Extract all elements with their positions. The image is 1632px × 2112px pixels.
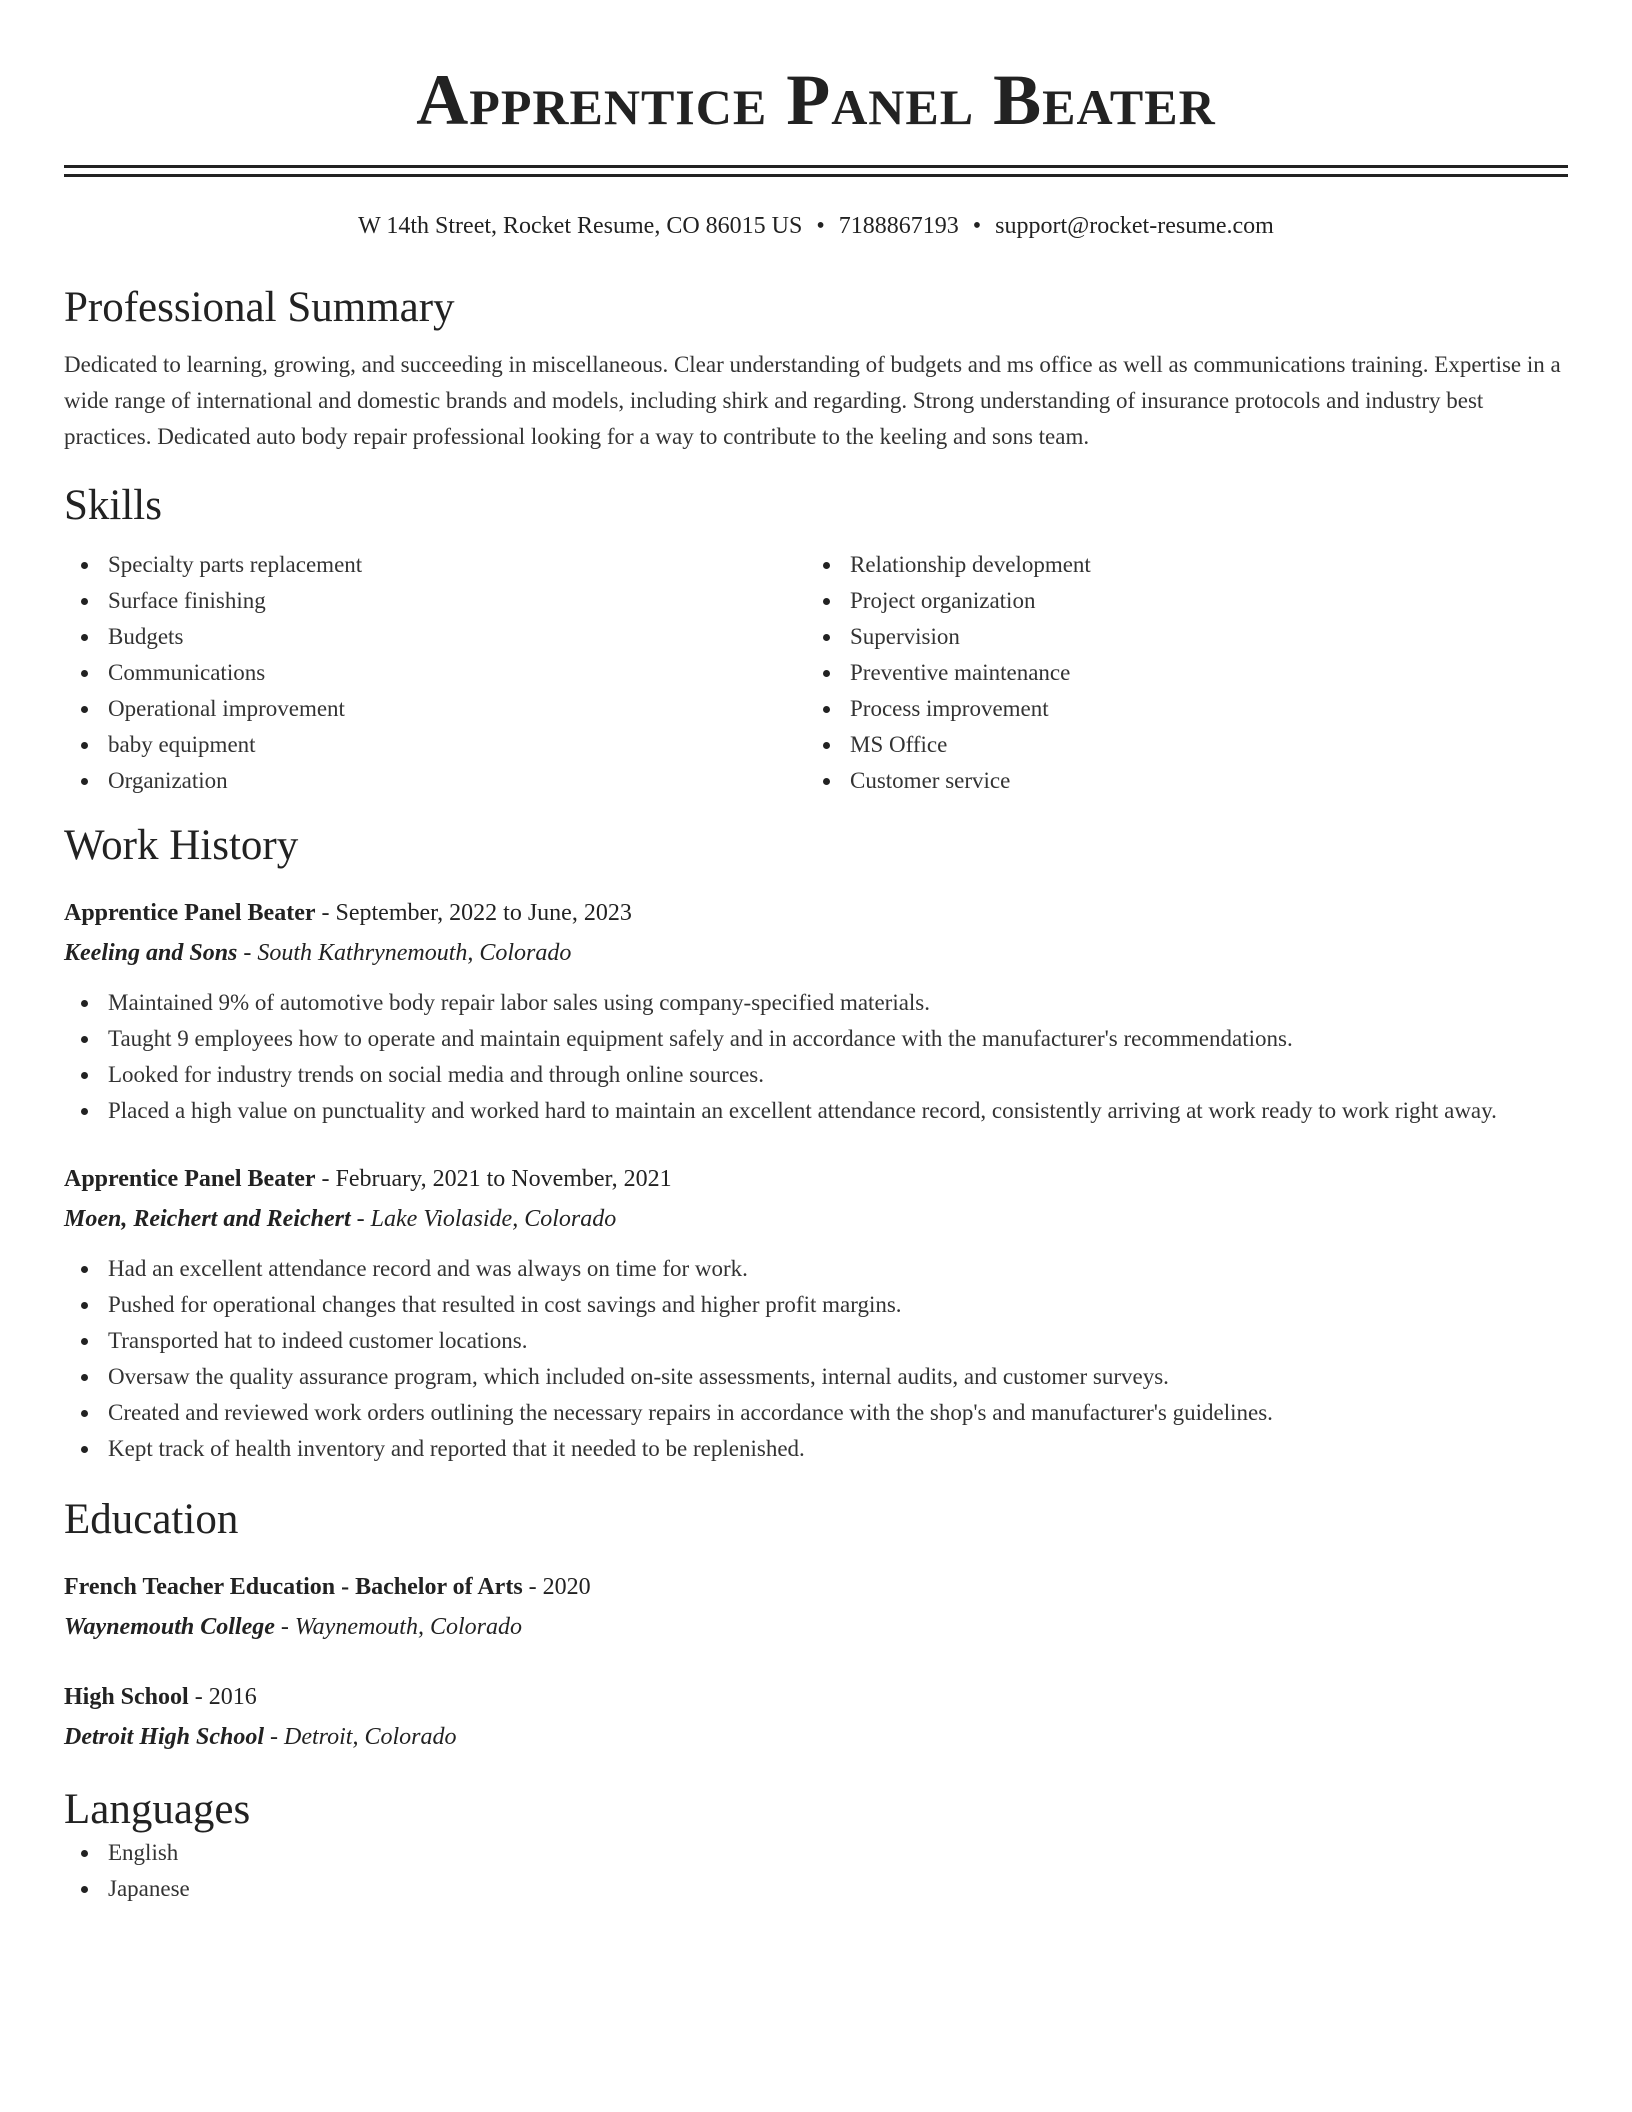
contact-phone: 7188867193 xyxy=(838,213,959,239)
skill-item: MS Office xyxy=(806,727,1548,763)
summary-heading: Professional Summary xyxy=(64,284,455,331)
education-entry xyxy=(64,1567,1568,1647)
job-company: Moen, Reichert and Reichert xyxy=(64,1206,351,1232)
job-duty: Created and reviewed work orders outlining the necessary repairs in accordance with the shop's and manufacturer's guidelines. xyxy=(64,1395,1568,1431)
job-location: - South Kathrynemouth, Colorado xyxy=(237,940,572,966)
skills-column-right xyxy=(806,547,1548,799)
job-dates: - September, 2022 to June, 2023 xyxy=(315,900,632,926)
skill-item: Supervision xyxy=(806,619,1548,655)
education-institution xyxy=(64,1717,1568,1757)
job-position: Apprentice Panel Beater xyxy=(64,1166,316,1192)
candidate-name: Apprentice Panel Beater xyxy=(416,60,1216,140)
skill-item: Preventive maintenance xyxy=(806,655,1548,691)
education-year: - 2020 xyxy=(522,1574,591,1600)
job-duty: Pushed for operational changes that resulted in cost savings and higher profit margins. xyxy=(64,1287,1568,1323)
job-duty: Maintained 9% of automotive body repair labor sales using company-specified materials. xyxy=(64,985,1568,1021)
contact-line xyxy=(64,211,1568,241)
job-duty: Taught 9 employees how to operate and maintain equipment safely and in accordance with the manufacturer's recommendations. xyxy=(64,1021,1568,1057)
job-company: Keeling and Sons xyxy=(64,940,238,966)
job-employer xyxy=(64,1199,1568,1239)
languages-heading: Languages xyxy=(64,1786,251,1833)
education-entry xyxy=(64,1677,1568,1757)
education-school: Waynemouth College xyxy=(64,1614,275,1640)
header-rule-top xyxy=(64,165,1568,168)
job-header xyxy=(64,893,1568,933)
education-school: Detroit High School xyxy=(64,1724,265,1750)
skill-item: Relationship development xyxy=(806,547,1548,583)
skills-heading: Skills xyxy=(64,482,162,529)
skill-item: Operational improvement xyxy=(64,691,806,727)
job-entry xyxy=(64,893,1568,1129)
education-header xyxy=(64,1677,1568,1717)
contact-separator: • xyxy=(816,213,825,239)
job-location: - Lake Violaside, Colorado xyxy=(350,1206,617,1232)
contact-address: W 14th Street, Rocket Resume, CO 86015 US xyxy=(358,213,803,239)
header-rule-bottom xyxy=(64,174,1568,177)
job-duties xyxy=(64,1251,1568,1467)
skill-item: Customer service xyxy=(806,763,1548,799)
job-position: Apprentice Panel Beater xyxy=(64,900,316,926)
contact-separator: • xyxy=(972,213,982,239)
job-header xyxy=(64,1159,1568,1199)
skill-item: baby equipment xyxy=(64,727,806,763)
skills-list-right xyxy=(806,547,1548,799)
skill-item: Budgets xyxy=(64,619,806,655)
skills-list-left xyxy=(64,547,806,799)
education-header xyxy=(64,1567,1568,1607)
education-year: - 2016 xyxy=(188,1684,257,1710)
education-institution xyxy=(64,1607,1568,1647)
skill-item: Specialty parts replacement xyxy=(64,547,806,583)
job-duty: Transported hat to indeed customer locations. xyxy=(64,1323,1568,1359)
job-duty: Placed a high value on punctuality and worked hard to maintain an excellent attendance record, consistently arriving at work ready to work right away. xyxy=(64,1093,1568,1129)
job-duty: Kept track of health inventory and reported that it needed to be replenished. xyxy=(64,1431,1568,1467)
skill-item: Organization xyxy=(64,763,806,799)
skills-grid xyxy=(64,547,1568,799)
education-location: - Waynemouth, Colorado xyxy=(274,1614,522,1640)
job-duty: Oversaw the quality assurance program, which included on-site assessments, internal audits, and customer surveys. xyxy=(64,1359,1568,1395)
education-heading: Education xyxy=(64,1496,239,1543)
job-dates: - February, 2021 to November, 2021 xyxy=(315,1166,672,1192)
education-degree: French Teacher Education - Bachelor of Arts xyxy=(64,1574,523,1600)
job-duties xyxy=(64,985,1568,1129)
job-duty: Looked for industry trends on social media and through online sources. xyxy=(64,1057,1568,1093)
skill-item: Communications xyxy=(64,655,806,691)
language-item: English xyxy=(64,1835,1568,1871)
job-entry xyxy=(64,1159,1568,1467)
skill-item: Process improvement xyxy=(806,691,1548,727)
skill-item: Surface finishing xyxy=(64,583,806,619)
job-employer xyxy=(64,933,1568,973)
language-item: Japanese xyxy=(64,1871,1568,1907)
skills-column-left xyxy=(64,547,806,799)
education-degree: High School xyxy=(64,1684,189,1710)
job-duty: Had an excellent attendance record and was always on time for work. xyxy=(64,1251,1568,1287)
education-location: - Detroit, Colorado xyxy=(264,1724,457,1750)
summary-text: Dedicated to learning, growing, and succeeding in miscellaneous. Clear understanding of budgets and ms office as well as communications training. Expertise in a wide range of international and domestic brands and models, including shirk and regarding. Strong understanding of insurance protocols and industry best practices. Dedicated auto body repair professional looking for a way to contribute to the keeling and sons team. xyxy=(64,352,1561,449)
work-history-heading: Work History xyxy=(64,822,299,869)
languages-list xyxy=(64,1835,1568,1907)
skill-item: Project organization xyxy=(806,583,1548,619)
contact-email: support@rocket-resume.com xyxy=(995,213,1274,239)
